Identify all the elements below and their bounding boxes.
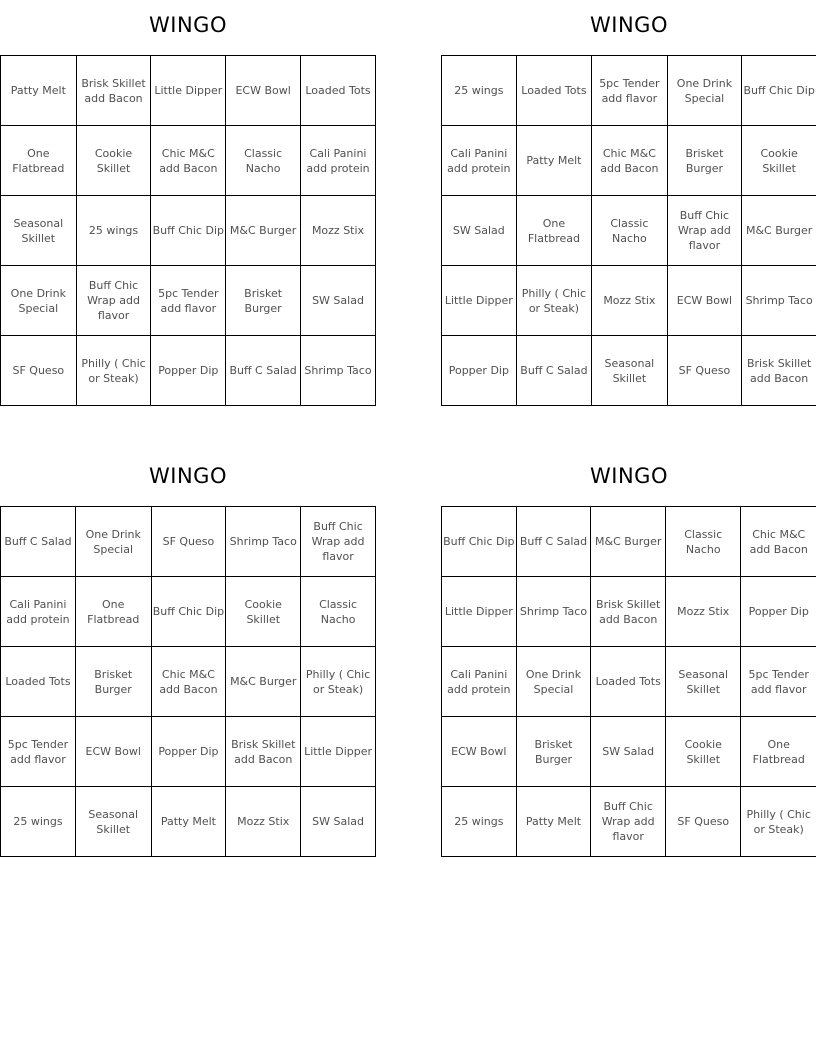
bingo-cell: Buff Chic Dip xyxy=(442,507,517,577)
bingo-cell: Cookie Skillet xyxy=(666,717,741,787)
bingo-cell: SW Salad xyxy=(442,196,517,266)
bingo-cell: One Drink Special xyxy=(75,507,151,577)
grid-row xyxy=(442,717,816,787)
bingo-cell: Buff Chic Dip xyxy=(151,577,226,647)
bingo-cell: Shrimp Taco xyxy=(226,507,301,577)
bingo-cell: Chic M&C add Bacon xyxy=(741,507,816,577)
card-title: WINGO xyxy=(590,464,668,488)
bingo-cell: Philly ( Chic or Steak) xyxy=(516,266,592,336)
grid-row xyxy=(442,336,816,406)
bingo-cell: Patty Melt xyxy=(516,126,592,196)
bingo-cell: 25 wings xyxy=(1,787,76,857)
grid-row xyxy=(1,266,376,336)
bingo-cell: Shrimp Taco xyxy=(516,577,591,647)
bingo-cell: ECW Bowl xyxy=(667,266,742,336)
bingo-cell: Seasonal Skillet xyxy=(592,336,667,406)
card-title: WINGO xyxy=(590,13,668,37)
bingo-cell: Patty Melt xyxy=(516,787,591,857)
grid-row xyxy=(442,787,816,857)
bingo-cell: Cookie Skillet xyxy=(742,126,816,196)
bingo-cell: Buff Chic Dip xyxy=(742,56,816,126)
grid-row xyxy=(1,787,376,857)
bingo-cell: Mozz Stix xyxy=(666,577,741,647)
grid-row xyxy=(1,507,376,577)
bingo-cell: Little Dipper xyxy=(442,577,517,647)
bingo-cell: Cali Panini add protein xyxy=(1,577,76,647)
bingo-cell: Brisket Burger xyxy=(226,266,301,336)
bingo-cell: Little Dipper xyxy=(442,266,517,336)
bingo-grid xyxy=(0,506,376,857)
bingo-cell: Classic Nacho xyxy=(226,126,301,196)
bingo-cell: One Flatbread xyxy=(516,196,592,266)
bingo-cell: M&C Burger xyxy=(591,507,666,577)
bingo-cell: Buff C Salad xyxy=(516,507,591,577)
bingo-cell: Mozz Stix xyxy=(301,196,376,266)
bingo-cell: One Drink Special xyxy=(667,56,742,126)
bingo-cell: Buff Chic Wrap add flavor xyxy=(667,196,742,266)
bingo-cell: Chic M&C add Bacon xyxy=(151,126,226,196)
grid-row xyxy=(1,647,376,717)
bingo-cell: Cali Panini add protein xyxy=(301,126,376,196)
bingo-cell: SW Salad xyxy=(301,266,376,336)
bingo-cell: SF Queso xyxy=(151,507,226,577)
bingo-cell: Little Dipper xyxy=(151,56,226,126)
bingo-cell: 25 wings xyxy=(442,787,517,857)
bingo-cell: Buff Chic Wrap add flavor xyxy=(76,266,151,336)
bingo-cell: Philly ( Chic or Steak) xyxy=(741,787,816,857)
bingo-cell: Loaded Tots xyxy=(516,56,592,126)
bingo-cell: Cookie Skillet xyxy=(226,577,301,647)
bingo-cell: Buff C Salad xyxy=(516,336,592,406)
bingo-cell: Buff C Salad xyxy=(1,507,76,577)
grid-row xyxy=(1,126,376,196)
bingo-cell: M&C Burger xyxy=(226,196,301,266)
bingo-cell: M&C Burger xyxy=(742,196,816,266)
grid-row xyxy=(442,647,816,717)
bingo-cell: Popper Dip xyxy=(151,336,226,406)
grid-row xyxy=(442,507,816,577)
bingo-cell: SF Queso xyxy=(1,336,77,406)
bingo-cell: Brisk Skillet add Bacon xyxy=(742,336,816,406)
bingo-cell: 5pc Tender add flavor xyxy=(151,266,226,336)
grid-row xyxy=(442,56,816,126)
bingo-cell: 25 wings xyxy=(442,56,517,126)
bingo-cell: Philly ( Chic or Steak) xyxy=(301,647,376,717)
bingo-cell: SW Salad xyxy=(301,787,376,857)
bingo-cell: Classic Nacho xyxy=(666,507,741,577)
grid-row xyxy=(1,196,376,266)
bingo-cell: One Flatbread xyxy=(741,717,816,787)
bingo-cell: Brisket Burger xyxy=(516,717,591,787)
grid-row xyxy=(442,266,816,336)
grid-row xyxy=(1,577,376,647)
bingo-cell: Popper Dip xyxy=(741,577,816,647)
grid-row xyxy=(1,56,376,126)
bingo-grid xyxy=(0,55,376,406)
bingo-cell: Popper Dip xyxy=(442,336,517,406)
bingo-cell: Buff Chic Dip xyxy=(151,196,226,266)
bingo-cell: Buff Chic Wrap add flavor xyxy=(591,787,666,857)
bingo-cell: Mozz Stix xyxy=(226,787,301,857)
bingo-cell: One Flatbread xyxy=(1,126,77,196)
bingo-cell: Brisk Skillet add Bacon xyxy=(76,56,151,126)
bingo-cell: Little Dipper xyxy=(301,717,376,787)
bingo-cell: Classic Nacho xyxy=(592,196,667,266)
bingo-cell: Seasonal Skillet xyxy=(666,647,741,717)
card-title: WINGO xyxy=(149,13,227,37)
bingo-cell: 5pc Tender add flavor xyxy=(592,56,667,126)
bingo-cell: Buff Chic Wrap add flavor xyxy=(301,507,376,577)
bingo-cell: 5pc Tender add flavor xyxy=(1,717,76,787)
bingo-cell: One Drink Special xyxy=(516,647,591,717)
bingo-grid xyxy=(441,55,816,406)
bingo-grid xyxy=(441,506,816,857)
bingo-cell: Shrimp Taco xyxy=(301,336,376,406)
bingo-cell: Patty Melt xyxy=(1,56,77,126)
bingo-cell: Shrimp Taco xyxy=(742,266,816,336)
bingo-cell: Buff C Salad xyxy=(226,336,301,406)
bingo-cell: M&C Burger xyxy=(226,647,301,717)
bingo-cell: One Drink Special xyxy=(1,266,77,336)
bingo-cell: Popper Dip xyxy=(151,717,226,787)
bingo-cell: Chic M&C add Bacon xyxy=(151,647,226,717)
bingo-cell: Chic M&C add Bacon xyxy=(592,126,667,196)
bingo-cell: Cali Panini add protein xyxy=(442,126,517,196)
bingo-cell: ECW Bowl xyxy=(226,56,301,126)
bingo-cell: One Flatbread xyxy=(75,577,151,647)
bingo-cell: Mozz Stix xyxy=(592,266,667,336)
bingo-cell: Brisket Burger xyxy=(667,126,742,196)
bingo-cell: Patty Melt xyxy=(151,787,226,857)
bingo-cell: Cookie Skillet xyxy=(76,126,151,196)
bingo-cell: 25 wings xyxy=(76,196,151,266)
bingo-cell: SW Salad xyxy=(591,717,666,787)
bingo-cell: SF Queso xyxy=(666,787,741,857)
bingo-cell: Brisk Skillet add Bacon xyxy=(591,577,666,647)
bingo-cell: Philly ( Chic or Steak) xyxy=(76,336,151,406)
bingo-cell: Brisket Burger xyxy=(75,647,151,717)
bingo-cell: Seasonal Skillet xyxy=(75,787,151,857)
grid-row xyxy=(442,126,816,196)
bingo-cell: ECW Bowl xyxy=(442,717,517,787)
bingo-cell: Loaded Tots xyxy=(591,647,666,717)
grid-row xyxy=(1,717,376,787)
bingo-cell: 5pc Tender add flavor xyxy=(741,647,816,717)
bingo-cell: Cali Panini add protein xyxy=(442,647,517,717)
grid-row xyxy=(1,336,376,406)
grid-row xyxy=(442,577,816,647)
bingo-cell: SF Queso xyxy=(667,336,742,406)
bingo-cell: Seasonal Skillet xyxy=(1,196,77,266)
grid-row xyxy=(442,196,816,266)
bingo-cell: Classic Nacho xyxy=(301,577,376,647)
bingo-cell: Loaded Tots xyxy=(1,647,76,717)
bingo-cell: Loaded Tots xyxy=(301,56,376,126)
bingo-cell: ECW Bowl xyxy=(75,717,151,787)
card-title: WINGO xyxy=(149,464,227,488)
bingo-cell: Brisk Skillet add Bacon xyxy=(226,717,301,787)
